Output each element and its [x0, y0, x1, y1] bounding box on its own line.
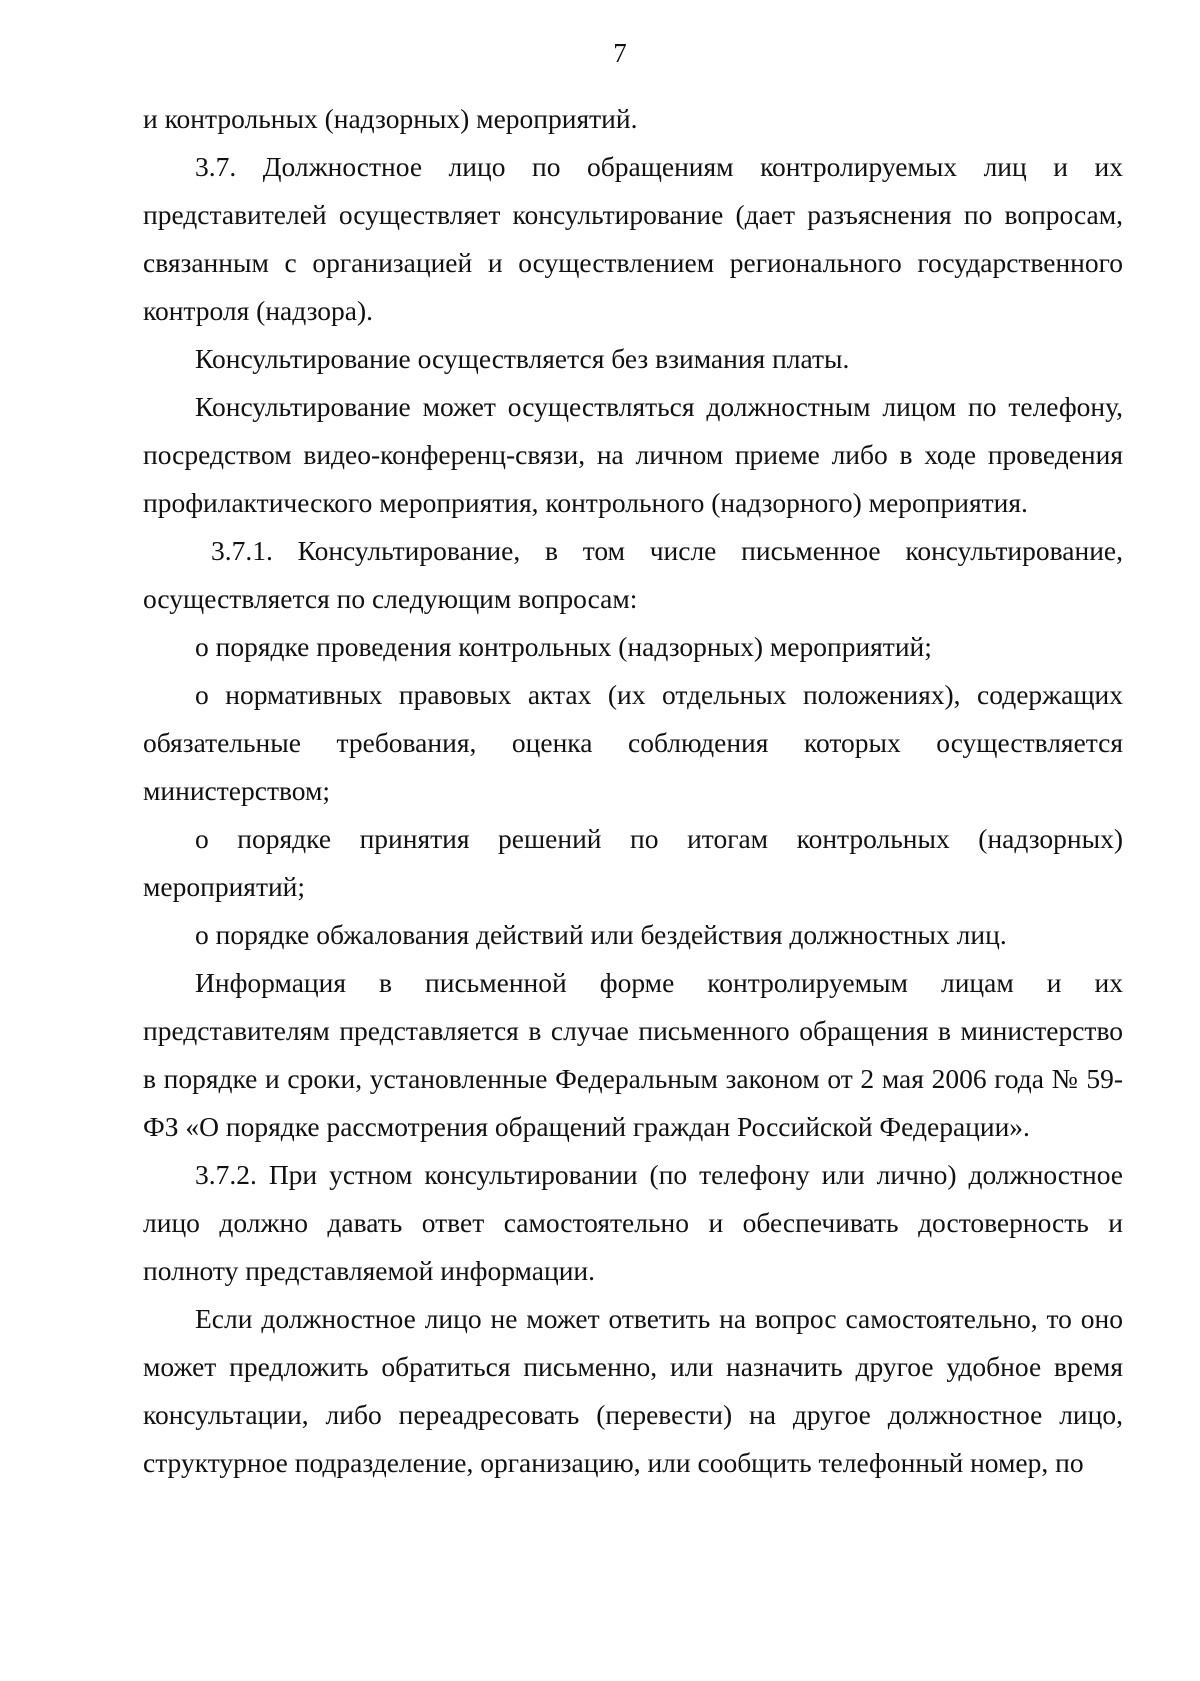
list-item-appeal: о порядке обжалования действий или бездействия должностных лиц.	[195, 919, 1007, 950]
list-item-decisions: о порядке принятия решений по итогам контрольных (надзорных) мероприятий;	[143, 823, 1123, 902]
paragraph-free-consultation: Консультирование осуществляется без взимания платы.	[195, 343, 850, 374]
paragraph-3-7-2: 3.7.2. При устном консультировании (по телефону или лично) должностное лицо должно давать ответ самостоятельно и обеспечивать достоверность и полноту представляемой информации.	[143, 1159, 1123, 1286]
document-body	[143, 95, 1123, 1487]
paragraph-3-7-1: 3.7.1. Консультирование, в том числе письменное консультирование, осуществляется по следующим вопросам:	[143, 535, 1123, 614]
paragraph-redirect: Если должностное лицо не может ответить на вопрос самостоятельно, то оно может предложить обратиться письменно, или назначить другое удобное время консультации, либо переадресовать (перевести) на другое должностное лицо, структурное подразделение, организацию, или сообщить телефонный номер, по	[143, 1303, 1123, 1478]
page-number: 7	[613, 38, 627, 68]
list-item-normative-acts: о нормативных правовых актах (их отдельных положениях), содержащих обязательные требования, оценка соблюдения которых осуществляется министерством;	[143, 679, 1123, 806]
paragraph-3-7: 3.7. Должностное лицо по обращениям контролируемых лиц и их представителей осуществляет консультирование (дает разъяснения по вопросам, связанным с организацией и осуществлением регионального государственного контроля (надзора).	[143, 151, 1123, 326]
paragraph-continuation: и контрольных (надзорных) мероприятий.	[143, 103, 638, 134]
paragraph-written-information: Информация в письменной форме контролируемым лицам и их представителям представляется в случае письменного обращения в министерство в порядке и сроки, установленные Федеральным законом от 2 мая 2006 года № 59-ФЗ «О порядке рассмотрения обращений граждан Российской Федерации».	[143, 967, 1123, 1142]
paragraph-consultation-methods: Консультирование может осуществляться должностным лицом по телефону, посредством видео-конференц-связи, на личном приеме либо в ходе проведения профилактического мероприятия, контрольного (надзорного) мероприятия.	[143, 391, 1123, 518]
list-item-procedure: о порядке проведения контрольных (надзорных) мероприятий;	[195, 631, 932, 662]
